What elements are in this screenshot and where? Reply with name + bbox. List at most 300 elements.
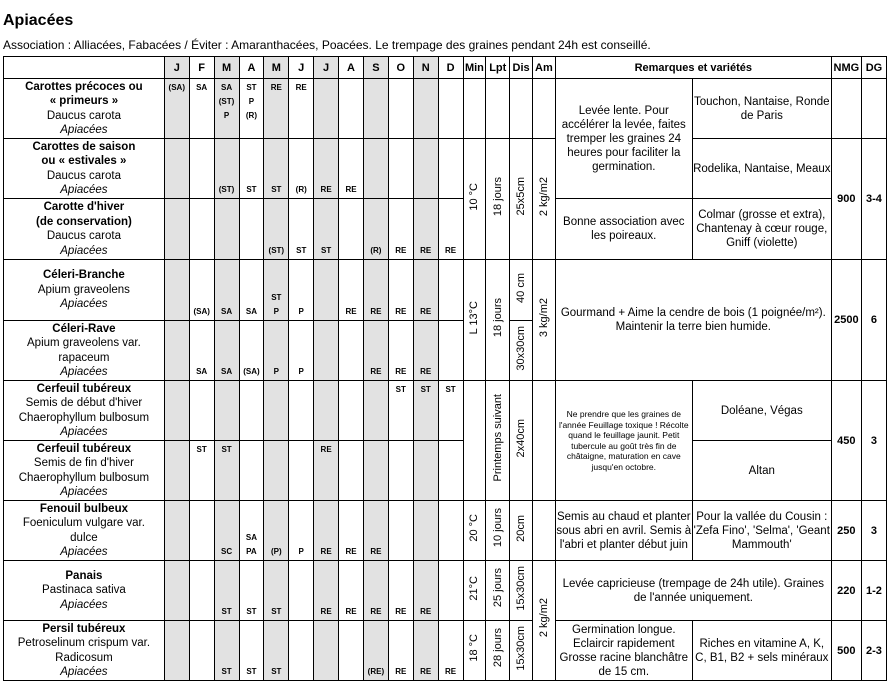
lpt-carottes	[486, 139, 510, 260]
month-cell	[438, 139, 463, 199]
month-cell	[314, 621, 339, 681]
month-cell	[413, 139, 438, 199]
dis-cell	[510, 79, 533, 139]
dis-fenouil	[510, 501, 533, 561]
calendar-code: RE	[295, 83, 307, 92]
plant-row	[4, 441, 887, 501]
month-cell	[239, 139, 264, 199]
month-cell	[214, 441, 239, 501]
am-panais	[533, 561, 556, 681]
month-cell	[164, 79, 189, 139]
plant-name-cell	[4, 381, 165, 441]
month-cell	[388, 561, 413, 621]
calendar-code: RE	[445, 246, 457, 255]
plant-row	[4, 199, 887, 260]
calendar-code: ST	[246, 607, 257, 616]
month-cell	[363, 260, 388, 321]
calendar-code: SC	[220, 547, 233, 556]
dis-panais-text: 15x30cm	[515, 565, 528, 611]
plant-name: Carottes précoces ou	[25, 80, 143, 93]
month-cell	[339, 199, 364, 260]
month-cell	[239, 79, 264, 139]
month-cell	[289, 321, 314, 381]
min-cerfeuil	[463, 381, 486, 501]
month-cell	[388, 321, 413, 381]
header-row	[4, 57, 887, 79]
lpt-fenouil-text: 10 jours	[491, 508, 504, 548]
nmg-celeri: 2500	[831, 260, 861, 381]
plant-name-cell	[4, 79, 165, 139]
plant-latin: Chaerophyllum bulbosum	[18, 471, 150, 484]
month-cell	[264, 199, 289, 260]
calendar-code: P	[273, 367, 279, 376]
calendar-code: ST	[271, 185, 282, 194]
header-dis: Dis	[510, 57, 533, 79]
month-cell	[189, 139, 214, 199]
plant-name-cell	[4, 321, 165, 381]
dis-cerfeuil-text: 2x40cm	[515, 418, 528, 458]
calendar-code: P	[248, 97, 255, 106]
month-cell	[264, 561, 289, 621]
calendar-code: ST	[445, 385, 456, 394]
plant-latin: rapaceum	[58, 351, 110, 364]
header-month: A	[339, 57, 364, 79]
remark-fenouil: Semis au chaud et planter sous abri en avril. Semis à l'abri et planter début juin	[555, 501, 692, 561]
month-cell	[289, 441, 314, 501]
nmg-fenouil: 250	[831, 501, 861, 561]
month-cell	[413, 561, 438, 621]
month-cell	[189, 621, 214, 681]
month-cell	[214, 199, 239, 260]
page-subtitle: Association : Alliacées, Fabacées / Éviter : Amaranthacées, Poacées. Le trempage des graines pendant 24h est conseillé.	[3, 38, 651, 52]
plant-row	[4, 621, 887, 681]
calendar-code: RE	[370, 607, 382, 616]
plant-name: Panais	[65, 569, 103, 582]
plant-name: Persil tubéreux	[42, 622, 126, 635]
month-cell	[164, 441, 189, 501]
dis-celeri-2-text: 30x30cm	[515, 325, 528, 371]
plant-name-cell	[4, 621, 165, 681]
am-celeri-text: 3 kg/m2	[537, 297, 550, 338]
calendar-code: ST	[271, 293, 282, 302]
month-cell	[189, 260, 214, 321]
calendar-code: ST	[296, 246, 307, 255]
calendar-code: ST	[221, 607, 232, 616]
header-nmg: NMG	[831, 57, 861, 79]
calendar-code: ST	[271, 667, 282, 676]
month-cell	[264, 381, 289, 441]
calendar-code: RE	[370, 547, 382, 556]
calendar-code: ST	[221, 445, 232, 454]
varieties-cerfeuil-2: Altan	[692, 441, 831, 501]
plant-name: Céleri-Rave	[52, 322, 116, 335]
month-cell	[189, 321, 214, 381]
dg-cerfeuil: 3	[861, 381, 886, 501]
dis-fenouil-text: 20cm	[515, 514, 528, 542]
plant-family: Apiacées	[60, 244, 108, 257]
month-cell	[289, 561, 314, 621]
month-cell	[214, 79, 239, 139]
header-month: J	[314, 57, 339, 79]
min-persil	[463, 621, 486, 681]
plant-name-cell	[4, 441, 165, 501]
calendar-code: RE	[345, 607, 357, 616]
month-cell	[164, 260, 189, 321]
plant-row	[4, 561, 887, 621]
planting-table	[3, 56, 887, 681]
month-cell	[363, 501, 388, 561]
month-cell	[413, 441, 438, 501]
header-month: S	[363, 57, 388, 79]
month-cell	[264, 321, 289, 381]
calendar-code: PA	[246, 547, 257, 556]
calendar-code: RE	[420, 607, 432, 616]
month-cell	[264, 260, 289, 321]
calendar-code: RE	[420, 307, 432, 316]
plant-row	[4, 381, 887, 441]
calendar-code: RE	[420, 246, 432, 255]
month-cell	[314, 199, 339, 260]
calendar-code: ST	[221, 667, 232, 676]
month-cell	[264, 441, 289, 501]
nmg-persil: 500	[831, 621, 861, 681]
nmg-cerfeuil: 450	[831, 381, 861, 501]
plant-latin: Chaerophyllum bulbosum	[18, 411, 150, 424]
calendar-code: ST	[246, 667, 257, 676]
month-cell	[239, 199, 264, 260]
calendar-code: ST	[246, 185, 257, 194]
min-panais	[463, 561, 486, 621]
month-cell	[363, 321, 388, 381]
month-cell	[189, 199, 214, 260]
month-cell	[264, 501, 289, 561]
dis-celeri-1	[510, 260, 533, 321]
calendar-code: ST	[246, 83, 257, 92]
lpt-cerfeuil-text: Printemps suivant	[491, 394, 504, 482]
month-cell	[164, 199, 189, 260]
dis-persil-text: 15x30cm	[515, 625, 528, 671]
month-cell	[239, 621, 264, 681]
varieties-cerfeuil-1: Doléane, Végas	[692, 381, 831, 441]
calendar-code: ST	[271, 607, 282, 616]
calendar-code: (P)	[271, 547, 282, 556]
month-cell	[388, 79, 413, 139]
calendar-code: RE	[320, 185, 332, 194]
month-cell	[363, 621, 388, 681]
plant-latin: dulce	[70, 531, 98, 544]
month-cell	[438, 79, 463, 139]
calendar-code: RE	[395, 246, 407, 255]
plant-latin: Pastinaca sativa	[42, 584, 126, 597]
plant-latin: Daucus carota	[46, 230, 121, 242]
remark-carottes-2: Bonne association avec les poireaux.	[555, 199, 692, 260]
nmg-cell	[831, 79, 861, 139]
month-cell	[214, 621, 239, 681]
month-cell	[438, 501, 463, 561]
am-carottes-text: 2 kg/m2	[537, 176, 550, 217]
plant-name: (de conservation)	[35, 215, 132, 228]
month-cell	[214, 139, 239, 199]
month-cell	[239, 501, 264, 561]
month-cell	[388, 621, 413, 681]
plant-name: Céleri-Branche	[43, 269, 125, 282]
varieties-carottes-2: Rodelika, Nantaise, Meaux	[692, 139, 831, 199]
month-cell	[438, 260, 463, 321]
month-cell	[264, 139, 289, 199]
month-cell	[339, 561, 364, 621]
plant-row	[4, 79, 887, 139]
min-persil-text: 18 °C	[468, 634, 481, 662]
header-month: M	[264, 57, 289, 79]
month-cell	[314, 139, 339, 199]
plant-name: « primeurs »	[49, 95, 119, 107]
plant-latin: Apium graveolens var.	[27, 337, 141, 349]
calendar-code: SA	[245, 307, 257, 316]
min-cell	[463, 79, 486, 139]
dis-celeri-2	[510, 321, 533, 381]
plant-name-cell	[4, 199, 165, 260]
calendar-code: RE	[345, 185, 357, 194]
month-cell	[239, 561, 264, 621]
month-cell	[413, 501, 438, 561]
dg-celeri: 6	[861, 260, 886, 381]
dg-persil: 2-3	[861, 621, 886, 681]
header-month: M	[214, 57, 239, 79]
plant-name: Fenouil bulbeux	[39, 502, 128, 515]
calendar-code: SA	[245, 533, 257, 542]
month-cell	[214, 321, 239, 381]
calendar-code: ST	[321, 246, 332, 255]
month-cell	[363, 79, 388, 139]
month-cell	[388, 441, 413, 501]
plant-name: Carottes de saison	[32, 140, 136, 153]
month-cell	[214, 260, 239, 321]
plant-family: Apiacées	[60, 124, 108, 136]
month-cell	[413, 381, 438, 441]
dis-persil	[510, 621, 533, 681]
month-cell	[314, 260, 339, 321]
plant-name-cell	[4, 501, 165, 561]
calendar-code: RE	[420, 367, 432, 376]
calendar-code: RE	[320, 445, 332, 454]
month-cell	[314, 79, 339, 139]
month-cell	[189, 441, 214, 501]
month-cell	[413, 199, 438, 260]
header-remarks: Remarques et variétés	[555, 57, 831, 79]
dis-celeri-1-text: 40 cm	[515, 272, 528, 303]
lpt-celeri-text: 18 jours	[491, 297, 504, 338]
month-cell	[388, 260, 413, 321]
month-cell	[413, 260, 438, 321]
dg-cell	[861, 79, 886, 139]
month-cell	[264, 621, 289, 681]
month-cell	[289, 260, 314, 321]
calendar-code: RE	[395, 367, 407, 376]
plant-latin: Radicosum	[55, 651, 113, 664]
month-cell	[388, 381, 413, 441]
month-cell	[339, 621, 364, 681]
month-cell	[339, 501, 364, 561]
month-cell	[363, 441, 388, 501]
calendar-code: P	[298, 307, 304, 316]
month-cell	[413, 621, 438, 681]
header-plant	[4, 57, 165, 79]
plant-name-cell	[4, 561, 165, 621]
plant-name: ou « estivales »	[41, 155, 127, 167]
month-cell	[164, 381, 189, 441]
lpt-carottes-text: 18 jours	[491, 176, 504, 217]
month-cell	[164, 321, 189, 381]
plant-name: Carotte d'hiver	[43, 201, 125, 213]
plant-latin: Semis de fin d'hiver	[33, 457, 134, 469]
month-cell	[438, 561, 463, 621]
month-cell	[189, 501, 214, 561]
calendar-code: RE	[370, 367, 382, 376]
plant-family: Apiacées	[60, 486, 108, 498]
month-cell	[388, 139, 413, 199]
dg-panais: 1-2	[861, 561, 886, 621]
calendar-code: P	[223, 111, 230, 120]
month-cell	[164, 561, 189, 621]
min-carottes-text: 10 °C	[468, 182, 481, 211]
calendar-code: RE	[370, 307, 382, 316]
month-cell	[363, 561, 388, 621]
min-fenouil	[463, 501, 486, 561]
month-cell	[189, 79, 214, 139]
calendar-code: P	[273, 307, 279, 316]
calendar-code: SA	[196, 83, 208, 92]
month-cell	[314, 441, 339, 501]
calendar-code: RE	[420, 667, 432, 676]
remark-panais: Levée capricieuse (trempage de 24h utile). Graines de l'année uniquement.	[555, 561, 831, 621]
plant-name: Cerfeuil tubéreux	[36, 382, 132, 395]
am-panais-text: 2 kg/m2	[537, 598, 550, 638]
header-month: J	[164, 57, 189, 79]
header-month: D	[438, 57, 463, 79]
month-cell	[339, 79, 364, 139]
month-cell	[438, 381, 463, 441]
month-cell	[289, 79, 314, 139]
calendar-code: (RE)	[367, 667, 385, 676]
month-cell	[339, 321, 364, 381]
plant-latin: Apium graveolens	[37, 283, 130, 296]
header-min: Min	[463, 57, 486, 79]
plant-family: Apiacées	[60, 598, 108, 611]
plant-row	[4, 501, 887, 561]
month-cell	[289, 381, 314, 441]
month-cell	[289, 139, 314, 199]
month-cell	[164, 501, 189, 561]
month-cell	[438, 441, 463, 501]
plant-name-cell	[4, 139, 165, 199]
dg-carottes: 3-4	[861, 139, 886, 260]
month-cell	[314, 381, 339, 441]
header-month: N	[413, 57, 438, 79]
calendar-code: RE	[445, 667, 457, 676]
month-cell	[438, 321, 463, 381]
month-cell	[164, 621, 189, 681]
plant-latin: Semis de début d'hiver	[25, 397, 143, 409]
plant-family: Apiacées	[60, 426, 108, 438]
lpt-celeri	[486, 260, 510, 381]
dis-carottes-text: 25x5cm	[515, 177, 528, 216]
page-title: Apiacées	[3, 12, 74, 29]
remark-carottes: Levée lente. Pour accélérer la levée, faites tremper les graines 24 heures pour faciliter la germination.	[555, 79, 692, 199]
calendar-code: (SA)	[243, 367, 260, 376]
min-panais-text: 21°C	[468, 575, 481, 601]
varieties-fenouil: Pour la vallée du Cousin : 'Zefa Fino', 'Selma', 'Geant Mammouth'	[692, 501, 831, 561]
header-lpt: Lpt	[486, 57, 510, 79]
calendar-code: (ST)	[218, 185, 235, 194]
month-cell	[289, 501, 314, 561]
calendar-code: (ST)	[268, 246, 285, 255]
min-celeri-text: L 13°C	[468, 300, 481, 335]
calendar-code: RE	[320, 547, 332, 556]
lpt-cell	[486, 79, 510, 139]
nmg-panais: 220	[831, 561, 861, 621]
month-cell	[363, 199, 388, 260]
calendar-code: RE	[270, 83, 282, 92]
month-cell	[289, 621, 314, 681]
dis-cerfeuil	[510, 381, 533, 501]
plant-family: Apiacées	[60, 184, 108, 196]
plant-latin: Petroselinum crispum var.	[17, 637, 151, 649]
month-cell	[339, 381, 364, 441]
min-celeri	[463, 260, 486, 381]
month-cell	[189, 561, 214, 621]
calendar-code: (ST)	[218, 97, 235, 106]
month-cell	[239, 381, 264, 441]
header-month: J	[289, 57, 314, 79]
month-cell	[239, 441, 264, 501]
plant-family: Apiacées	[60, 546, 108, 558]
plant-name-cell	[4, 260, 165, 321]
calendar-code: (SA)	[168, 83, 185, 92]
plant-family: Apiacées	[60, 298, 108, 311]
calendar-code: (R)	[245, 111, 257, 120]
month-cell	[438, 199, 463, 260]
remark-cerfeuil: Ne prendre que les graines de l'année Feuillage toxique ! Récolte quand le feuillage jaunit. Petit tubercule au goût très fin de châtaigne, maturation en cave jusqu'en octobre.	[555, 381, 692, 501]
month-cell	[239, 260, 264, 321]
calendar-code: RE	[345, 307, 357, 316]
month-cell	[413, 79, 438, 139]
lpt-panais-text: 25 jours	[491, 568, 504, 608]
calendar-code: SA	[220, 367, 233, 376]
month-cell	[388, 501, 413, 561]
min-fenouil-text: 20 °C	[468, 514, 481, 542]
calendar-code: RE	[395, 607, 407, 616]
month-cell	[363, 381, 388, 441]
header-month: F	[189, 57, 214, 79]
am-cell	[533, 79, 556, 139]
calendar-code: ST	[196, 445, 207, 454]
am-cerfeuil	[533, 381, 556, 501]
min-carottes	[463, 139, 486, 260]
plant-row	[4, 260, 887, 321]
month-cell	[314, 321, 339, 381]
calendar-code: ST	[395, 385, 406, 394]
calendar-code: (R)	[370, 246, 382, 255]
month-cell	[339, 139, 364, 199]
am-fenouil	[533, 501, 556, 561]
header-dg: DG	[861, 57, 886, 79]
dis-panais	[510, 561, 533, 621]
plant-latin: Daucus carota	[46, 169, 121, 182]
varieties-carottes-1: Touchon, Nantaise, Ronde de Paris	[692, 79, 831, 139]
month-cell	[164, 139, 189, 199]
plant-latin: Foeniculum vulgare var.	[22, 517, 145, 529]
month-cell	[363, 139, 388, 199]
